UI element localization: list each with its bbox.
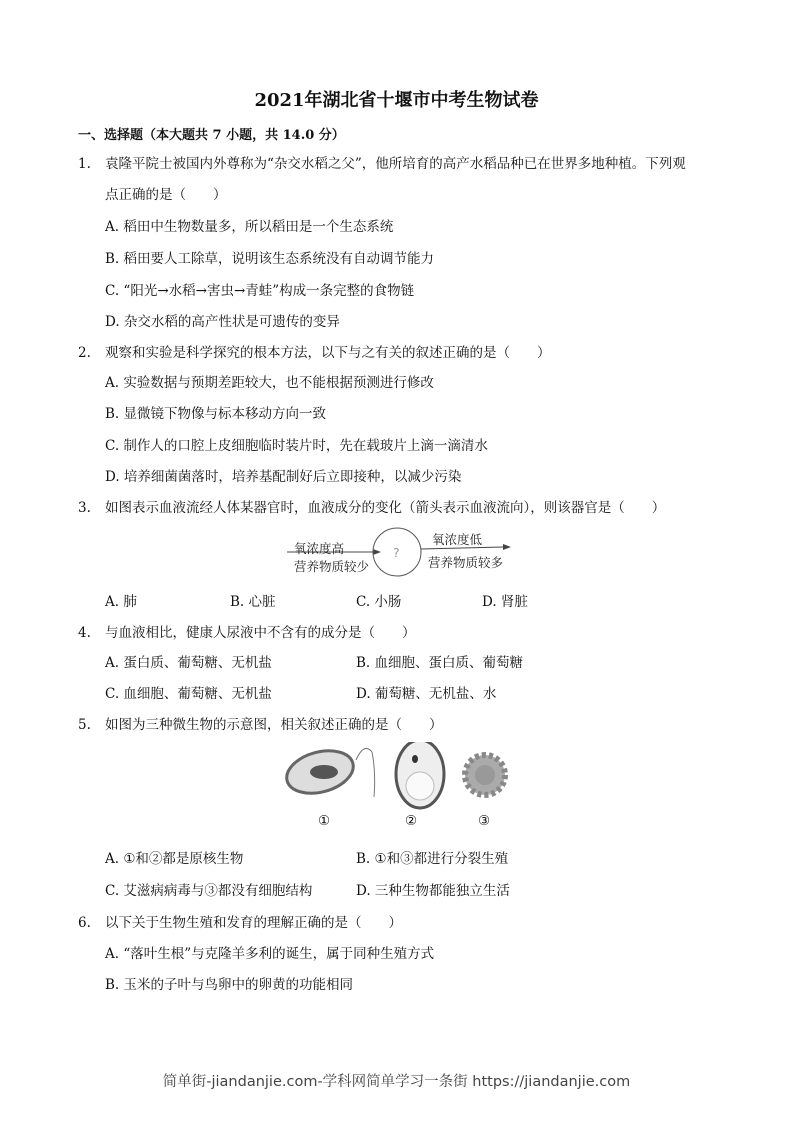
option: A. 蛋白质、葡萄糖、无机盐 <box>105 655 272 671</box>
option: B. 玉米的子叶与鸟卵中的卵黄的功能相同 <box>105 977 354 993</box>
option: D. 三种生物都能独立生活 <box>356 883 510 899</box>
virus-illustration <box>465 755 505 795</box>
page-title: 2021年湖北省十堰市中考生物试卷 <box>254 90 539 111</box>
question-text: 袁隆平院士被国内外尊称为“杂交水稻之父”，他所培育的高产水稻品种已在世界多地种植。下列观 <box>105 156 686 172</box>
question-text: 如图表示血液流经人体某器官时，血液成分的变化（箭头表示血液流向），则该器官是（ ） <box>105 500 666 516</box>
diagram-out-bottom: 营养物质较多 <box>428 555 504 570</box>
question-text: 点正确的是（ ） <box>105 187 227 203</box>
option: B. ①和③都进行分裂生殖 <box>356 851 509 867</box>
figure-label: ② <box>405 813 418 829</box>
question-number: 5. <box>78 717 91 733</box>
question-number: 2. <box>78 345 91 361</box>
option: A. 稻田中生物数量多，所以稻田是一个生态系统 <box>105 219 394 235</box>
diagram-in-bottom: 营养物质较少 <box>294 559 370 574</box>
option: B. 心脏 <box>230 594 276 610</box>
question-text: 如图为三种微生物的示意图，相关叙述正确的是（ ） <box>105 717 443 733</box>
option: B. 血细胞、蛋白质、葡萄糖 <box>356 655 524 671</box>
question-number: 1. <box>78 156 91 172</box>
section-heading: 一、选择题（本大题共 7 小题，共 14.0 分） <box>78 128 345 143</box>
diagram-center: ? <box>393 545 400 560</box>
option: D. 杂交水稻的高产性状是可遗传的变异 <box>105 314 340 330</box>
option: A. 肺 <box>105 594 137 610</box>
question-text: 观察和实验是科学探究的根本方法，以下与之有关的叙述正确的是（ ） <box>105 345 551 361</box>
diagram-out-top: 氧浓度低 <box>432 532 483 547</box>
question-text: 以下关于生物生殖和发育的理解正确的是（ ） <box>105 915 402 931</box>
option: B. 稻田要人工除草，说明该生态系统没有自动调节能力 <box>105 251 435 267</box>
option: D. 肾脏 <box>482 594 528 610</box>
option: A. “落叶生根”与克隆羊多利的诞生，属于同种生殖方式 <box>105 946 435 962</box>
option: A. 实验数据与预期差距较大，也不能根据预测进行修改 <box>105 375 434 391</box>
option: C. “阳光→水稻→害虫→青蛙”构成一条完整的食物链 <box>105 283 415 299</box>
question-number: 6. <box>78 915 91 931</box>
option: D. 培养细菌菌落时，培养基配制好后立即接种，以减少污染 <box>105 469 462 485</box>
question-number: 4. <box>78 625 91 641</box>
option: A. ①和②都是原核生物 <box>105 851 244 867</box>
figure-label: ③ <box>478 813 491 829</box>
option: C. 艾滋病病毒与③都没有细胞结构 <box>105 883 313 899</box>
option: C. 血细胞、葡萄糖、无机盐 <box>105 686 272 702</box>
yeast-illustration <box>396 742 444 808</box>
figure-label: ① <box>318 813 331 829</box>
question-text: 与血液相比，健康人尿液中不含有的成分是（ ） <box>105 625 416 641</box>
option: C. 制作人的口腔上皮细胞临时装片时，先在载玻片上滴一滴清水 <box>105 438 488 454</box>
option: B. 显微镜下物像与标本移动方向一致 <box>105 406 327 422</box>
bacterium-illustration <box>282 744 375 800</box>
diagram-in-top: 氧浓度高 <box>294 541 345 556</box>
page-footer: 简单街-jiandanjie.com-学科网简单学习一条街 https://jiandanjie.com <box>162 1074 631 1090</box>
question-number: 3. <box>78 500 91 516</box>
option: C. 小肠 <box>356 594 402 610</box>
microbe-illustrations <box>280 742 520 812</box>
option: D. 葡萄糖、无机盐、水 <box>356 686 497 702</box>
